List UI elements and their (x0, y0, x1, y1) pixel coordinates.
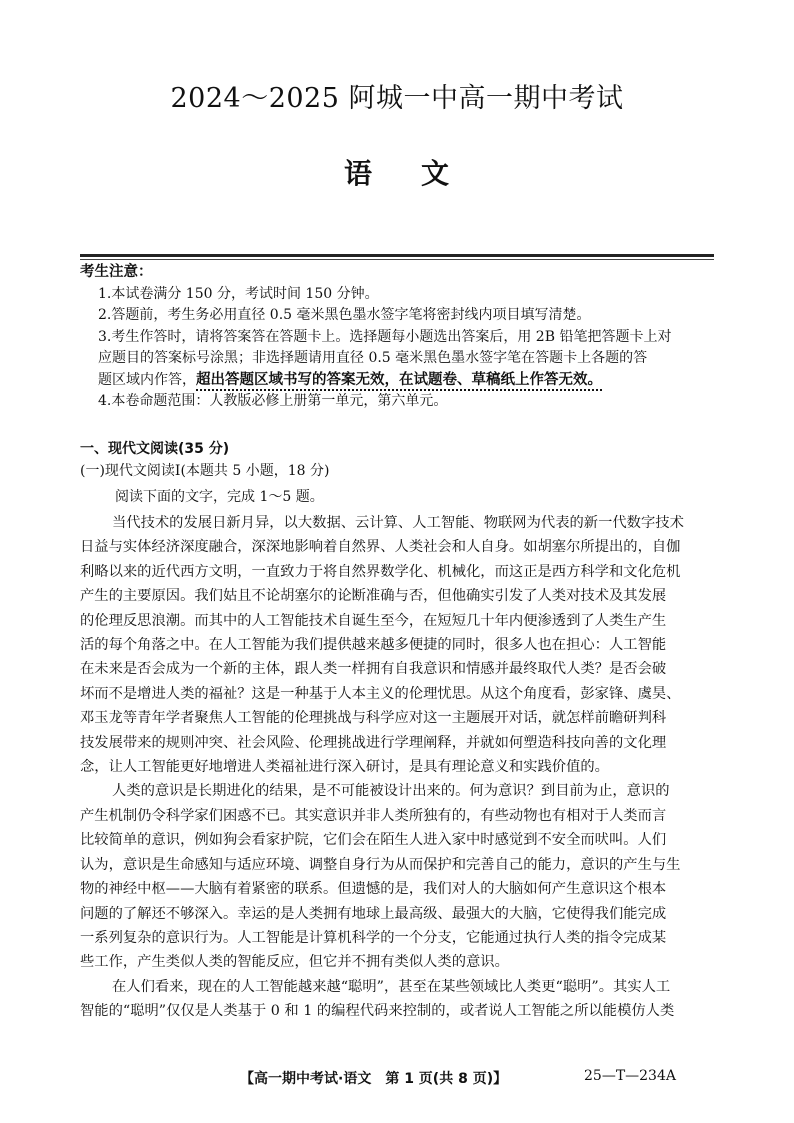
passage-line: 比较简单的意识，例如狗会看家护院，它们会在陌生人进入家中时感觉到不安全而吠叫。人们 (80, 832, 667, 849)
passage-line: 问题的了解还不够深入。幸运的是人类拥有地球上最高级、最强大的大脑，它使得我们能完成 (80, 905, 667, 922)
passage-line: 产生的主要原因。我们姑且不论胡塞尔的论断准确与否，但他确实引发了人类对技术及其发展 (80, 588, 667, 605)
passage-line: 些工作，产生类似人类的智能反应，但它并不拥有类似人类的意识。 (80, 954, 509, 971)
candidate-notice (80, 262, 714, 413)
section-subheading: (一)现代文阅读Ⅰ(本题共 5 小题，18 分) (80, 463, 330, 479)
header-divider-thick (80, 254, 714, 257)
passage-line: 当代技术的发展日新月异，以大数据、云计算、人工智能、物联网为代表的新一代数字技术 (112, 515, 684, 531)
subject-title (0, 152, 794, 192)
reading-passage (80, 511, 714, 1024)
notice-item-3-line-1: 3.考生作答时，请将答案答在答题卡上。选择题每小题选出答案后，用 2B 铅笔把答题卡上对 (98, 328, 672, 345)
notice-heading: 考生注意： (80, 264, 153, 280)
passage-line: 在人们看来，现在的人工智能越来越“聪明”，甚至在某些领域比人类更“聪明”。其实人工 (112, 978, 671, 995)
reading-instruction: 阅读下面的文字，完成 1～5 题。 (115, 489, 324, 505)
passage-line: 利略以来的近代西方文明，一直致力于将自然界数学化、机械化，而这正是西方科学和文化危机 (80, 563, 681, 580)
passage-line: 产生机制仍令科学家们困惑不已。其实意识并非人类所独有的，有些动物也有相对于人类而言 (80, 807, 667, 824)
passage-line: 人类的意识是长期进化的结果，是不可能被设计出来的。何为意识？到目前为止，意识的 (112, 783, 670, 800)
passage-line: 日益与实体经济深度融合，深深地影响着自然界、人类社会和人自身。如胡塞尔所提出的，自伽 (80, 539, 681, 556)
passage-line: 坏而不是增进人类的福祉？这是一种基于人本主义的伦理忧思。从这个角度看，彭家锋、虞昊、 (80, 685, 681, 702)
passage-line: 念，让人工智能更好地增进人类福祉进行深入研讨，是具有理论意义和实践价值的。 (80, 759, 609, 776)
passage-line: 活的每个角落之中。在人工智能为我们提供越来越多便捷的同时，很多人也在担心：人工智能 (80, 637, 667, 654)
notice-item-1: 1.本试卷满分 150 分，考试时间 150 分钟。 (98, 285, 379, 302)
passage-line: 的伦理反思浪潮。而其中的人工智能技术自诞生至今，在短短几十年内便渗透到了人类生产生 (80, 612, 667, 629)
passage-line: 在未来是否会成为一个新的主体，跟人类一样拥有自我意识和情感并最终取代人类？是否会破 (80, 661, 667, 678)
exam-title: 2024～2025 阿城一中高一期中考试 (170, 83, 624, 114)
section-heading: 一、现代文阅读(35 分) (80, 441, 230, 457)
notice-item-2: 2.答题前，考生务必用直径 0.5 毫米黑色墨水签字笔将密封线内项目填写清楚。 (98, 307, 591, 323)
header-divider-thin (80, 259, 714, 260)
passage-line: 邓玉龙等青年学者聚焦人工智能的伦理挑战与科学应对这一主题展开对话，就怎样前瞻研判科 (80, 710, 667, 727)
subject-char-1: 语 (343, 157, 373, 190)
notice-item-4: 4.本卷命题范围：人教版必修上册第一单元，第六单元。 (98, 393, 448, 409)
footer-page-info: 【高一期中考试·语文 第 1 页(共 8 页)】 (240, 1071, 508, 1087)
subject-char-2: 文 (421, 157, 451, 190)
passage-line: 智能的“聪明”仅仅是人类基于 0 和 1 的编程代码来控制的，或者说人工智能之所以能模仿人类 (80, 1003, 675, 1020)
passage-line: 一系列复杂的意识行为。人工智能是计算机科学的一个分支，它能通过执行人类的指令完成某 (80, 929, 667, 946)
passage-line: 认为，意识是生命感知与适应环境、调整自身行为从而保护和完善自己的能力，意识的产生与生 (80, 856, 681, 873)
notice-item-3 (80, 327, 714, 392)
notice-item-3-line-2: 应题目的答案标号涂黑；非选择题请用直径 0.5 毫米黑色墨水签字笔在答题卡上各题的答 (98, 350, 648, 366)
footer-paper-code: 25—T—234A (584, 1068, 676, 1084)
notice-item-3-line-3: 题区域内作答， (98, 371, 196, 388)
passage-line: 物的神经中枢——大脑有着紧密的联系。但遗憾的是，我们对人的大脑如何产生意识这个根本 (80, 881, 667, 898)
passage-line: 技发展带来的规则冲突、社会风险、伦理挑战进行学理阐释，并就如何塑造科技向善的文化理 (80, 734, 667, 751)
notice-emphasis: 超出答题区域书写的答案无效，在试题卷、草稿纸上作答无效。 (196, 372, 602, 391)
